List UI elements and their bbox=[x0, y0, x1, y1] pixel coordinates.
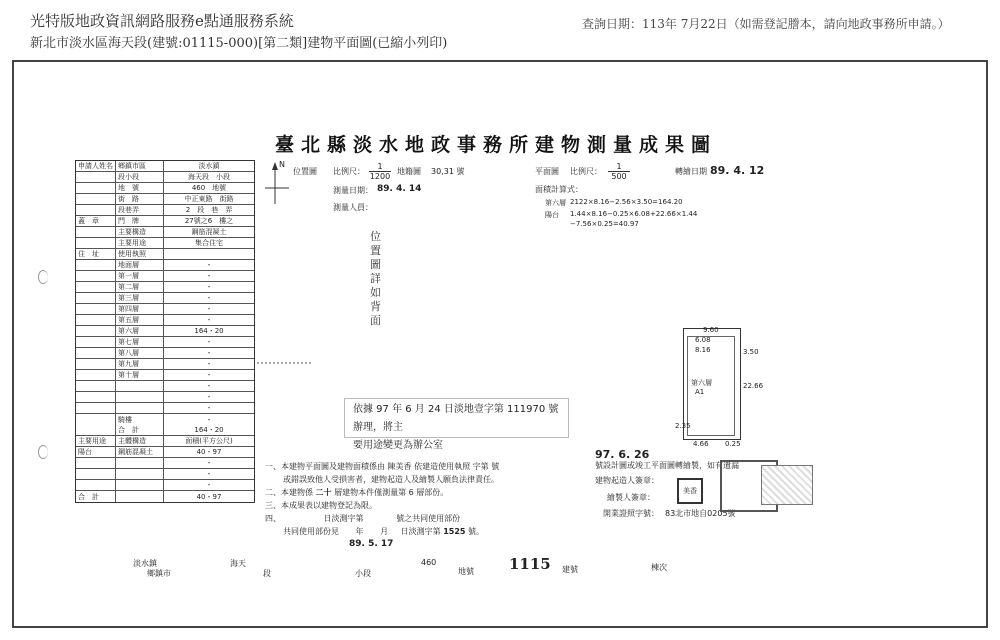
location-note: 位置圖詳如背面 bbox=[370, 230, 381, 327]
floor-row bbox=[76, 326, 254, 337]
form-row bbox=[76, 249, 254, 260]
use-label: 主要用途 bbox=[116, 238, 164, 248]
plan-scale-num: 1 bbox=[616, 162, 622, 171]
floor-name: 第三層 bbox=[116, 293, 164, 303]
floor-name: 地面層 bbox=[116, 260, 164, 270]
document-title: 臺北縣淡水地政事務所建物測量成果圖 bbox=[275, 134, 718, 156]
floor-name: 第五層 bbox=[116, 315, 164, 325]
leader-line bbox=[257, 358, 317, 368]
punch-hole-mark bbox=[38, 270, 48, 284]
footer-building-label: 建號 bbox=[562, 565, 578, 574]
document-subtitle: 新北市淡水區海天段(建號:01115-000)[第二類]建物平面圖(已縮小列印) bbox=[30, 36, 448, 51]
report-header bbox=[30, 11, 670, 53]
plan-dim-a: 6.08 bbox=[695, 336, 711, 344]
plan-unit-label: A1 bbox=[695, 388, 705, 396]
query-date: 查詢日期：113年 7月22日（如需登記謄本，請向地政事務所申請。） bbox=[582, 17, 950, 31]
note-line5c: 號之共同使用部份 bbox=[396, 514, 461, 523]
floor-name bbox=[116, 392, 164, 402]
plan-dim-d: 22.66 bbox=[743, 382, 764, 390]
footer-lot: 460 bbox=[421, 558, 437, 567]
official-seal-pattern bbox=[761, 465, 813, 505]
floor-name bbox=[116, 403, 164, 413]
floor-row bbox=[76, 260, 254, 271]
floor-plan-label: 平面圖 bbox=[535, 167, 559, 176]
punch-hole-mark bbox=[38, 445, 48, 459]
floor-area: ・ bbox=[205, 261, 213, 269]
note-line3c: 層建物本件僅測量第 bbox=[334, 488, 407, 497]
floor-row bbox=[76, 315, 254, 326]
floor-name: 第二層 bbox=[116, 282, 164, 292]
plan-dim-f: 0.25 bbox=[725, 440, 741, 448]
district-label: 鄉鎮市區 bbox=[116, 161, 164, 171]
floor-area: 164・20 bbox=[194, 327, 224, 335]
survey-date: 89. 4. 14 bbox=[377, 184, 422, 194]
lane-value: 2 段 巷 弄 bbox=[185, 206, 233, 214]
floor-area-rows bbox=[76, 260, 254, 425]
number-label: 門 牌 bbox=[116, 216, 164, 226]
license-value bbox=[164, 249, 254, 259]
revision-stamp bbox=[344, 398, 569, 451]
footer-section: 海天 bbox=[230, 559, 246, 568]
structure-label: 主要構造 bbox=[116, 227, 164, 237]
seal-label: 蓋 章 bbox=[76, 216, 116, 226]
street-label: 街 路 bbox=[116, 194, 164, 204]
footer-floor-label: 棟次 bbox=[651, 563, 667, 572]
section-label: 段小段 bbox=[116, 172, 164, 182]
application-form bbox=[75, 160, 255, 503]
plan-dim-e: 4.66 bbox=[693, 440, 709, 448]
attach-row: ・ bbox=[76, 469, 254, 480]
note-line5b: 日淡測字第 bbox=[323, 514, 364, 523]
plan-dim-top: 9.60 bbox=[703, 326, 719, 334]
location-map-label: 位置圖 bbox=[293, 167, 317, 176]
note-date-bottom: 89. 5. 17 bbox=[349, 539, 394, 549]
system-title: 光特版地政資訊網路服務e點通服務系統 bbox=[30, 12, 294, 30]
lot-value: 460 地號 bbox=[191, 184, 227, 192]
floor-area: ・ bbox=[205, 305, 213, 313]
footer-building-no: 1115 bbox=[509, 555, 551, 573]
attach-area: 40・97 bbox=[196, 448, 222, 456]
district-value: 淡水鎮 bbox=[198, 162, 220, 170]
floor-area: ・ bbox=[205, 415, 213, 424]
note-line6c: 月 bbox=[380, 527, 389, 536]
floor-name: 騎樓 bbox=[116, 414, 164, 425]
north-label: N bbox=[279, 160, 285, 169]
section-value: 海天段 小段 bbox=[188, 173, 230, 181]
floor-row bbox=[76, 271, 254, 282]
plan-scale-den: 500 bbox=[608, 171, 630, 181]
north-arrow-icon bbox=[263, 158, 293, 208]
lot-label: 地 號 bbox=[116, 183, 164, 193]
survey-document bbox=[75, 130, 800, 578]
calc-line1-label: 第六層 bbox=[545, 199, 566, 207]
form-total-row bbox=[76, 425, 254, 436]
location-scale-num: 1 bbox=[377, 162, 383, 171]
attach-header-struct: 主體構造 bbox=[116, 436, 164, 446]
calc-line2-label: 陽台 bbox=[545, 211, 559, 219]
floor-name bbox=[116, 381, 164, 391]
attach-header-row bbox=[76, 436, 254, 447]
floor-name: 第九層 bbox=[116, 359, 164, 369]
draw-date-label: 轉繪日期 bbox=[675, 167, 707, 176]
footer-lot-label: 地號 bbox=[458, 567, 474, 576]
floor-name: 第四層 bbox=[116, 304, 164, 314]
floor-name: 第七層 bbox=[116, 337, 164, 347]
surveyor-label: 測量人員： bbox=[333, 203, 373, 212]
drawer-seal: 美香 bbox=[677, 478, 703, 504]
calc-line1: 2122×8.16−2.56×3.50=164.20 bbox=[570, 198, 683, 206]
floor-row bbox=[76, 337, 254, 348]
note-line1d: 號 bbox=[491, 462, 500, 471]
note-line2: 或錯誤致他人受損害者，建物起造人及繪製人願負法律責任。 bbox=[283, 475, 499, 484]
floor-area: ・ bbox=[205, 283, 213, 291]
floor-name: 第八層 bbox=[116, 348, 164, 358]
survey-date-label: 測量日期： bbox=[333, 186, 373, 195]
floor-area: ・ bbox=[205, 393, 213, 401]
attach-row bbox=[76, 447, 254, 458]
note-line6d: 日淡測字第 bbox=[400, 527, 441, 536]
revision-line2: 要用途變更為辦公室 bbox=[353, 440, 443, 451]
license-label: 使用執照 bbox=[116, 249, 164, 259]
survey-notes bbox=[265, 460, 605, 551]
total-label: 合 計 bbox=[116, 425, 164, 435]
total-value: 164・20 bbox=[194, 426, 224, 434]
area-calc-label: 面積計算式： bbox=[535, 185, 583, 194]
floor-row bbox=[76, 282, 254, 293]
structure-value: 鋼筋混凝土 bbox=[191, 228, 227, 236]
note-line1b: 依建造使用執照 bbox=[414, 462, 471, 471]
form-row bbox=[76, 183, 254, 194]
attach-total-label: 合 計 bbox=[76, 491, 116, 502]
calc-line3: −7.56×0.25=40.97 bbox=[570, 220, 639, 228]
note-applicant: 陳美香 bbox=[387, 462, 412, 471]
floor-row bbox=[76, 304, 254, 315]
floor-area: ・ bbox=[205, 382, 213, 390]
floor-row bbox=[76, 293, 254, 304]
floor-row bbox=[76, 359, 254, 370]
certify-line1: 號設計圖或竣工平面圖轉繪製，如有遺漏 bbox=[595, 461, 739, 470]
note-line6f: 號。 bbox=[468, 527, 484, 536]
street-value: 中正東路 街路 bbox=[184, 195, 234, 203]
attach-struct: 鋼筋混凝土 bbox=[116, 447, 164, 457]
note-line4: 三、本成果表以建物登記為限。 bbox=[265, 501, 377, 510]
floor-name: 第一層 bbox=[116, 271, 164, 281]
floor-area: ・ bbox=[205, 349, 213, 357]
sheet-label: 地籍圖 bbox=[397, 167, 421, 176]
attach-row: ・ bbox=[76, 458, 254, 469]
footer-section-label: 段 bbox=[263, 569, 271, 578]
attach-header-use: 主要用途 bbox=[76, 436, 116, 446]
note-line6b: 年 bbox=[355, 527, 364, 536]
note-line3: 二、本建物係 bbox=[265, 488, 313, 497]
form-row bbox=[76, 205, 254, 216]
stamp-date: 97. 6. 26 bbox=[595, 448, 650, 461]
revision-line1: 依據 97 年 6 月 24 日淡地壹字第 111970 號辦理，將主 bbox=[353, 404, 559, 433]
attach-use: 陽台 bbox=[76, 447, 116, 457]
attach-total-value: 40・97 bbox=[196, 492, 222, 501]
form-row bbox=[76, 172, 254, 183]
floor-area: ・ bbox=[205, 294, 213, 302]
certify-license-no: 83北市地自0205號 bbox=[665, 509, 736, 518]
use-value: 集合住宅 bbox=[195, 239, 223, 247]
attach-total-row bbox=[76, 491, 254, 502]
floor-row bbox=[76, 348, 254, 359]
certify-drawer: 繪製人簽章： bbox=[607, 493, 655, 502]
draw-date: 89. 4. 12 bbox=[710, 164, 765, 177]
number-value: 27號之6 樓之 bbox=[184, 217, 234, 225]
attach-header-area: 面積(平方公尺) bbox=[185, 437, 233, 445]
plan-floor-label: 第六層 bbox=[691, 379, 712, 387]
plan-dim-b: 8.16 bbox=[695, 346, 711, 354]
floor-name: 第六層 bbox=[116, 326, 164, 336]
plan-dim-c: 3.50 bbox=[743, 348, 759, 356]
note-line3e: 層部份。 bbox=[416, 488, 449, 497]
note-line3d: 6 bbox=[408, 488, 414, 497]
floor-area: ・ bbox=[205, 272, 213, 280]
lane-label: 段巷弄 bbox=[116, 205, 164, 215]
form-row bbox=[76, 238, 254, 249]
note-line1c: 字第 bbox=[472, 462, 489, 471]
note-line6: 共同使用部份見 bbox=[283, 527, 339, 536]
location-scale-den: 1200 bbox=[369, 172, 391, 181]
footer-subsection-label: 小段 bbox=[355, 569, 371, 578]
form-row bbox=[76, 227, 254, 238]
footer-district: 淡水鎮 bbox=[133, 559, 157, 568]
footer-district-label: 鄉鎮市 bbox=[147, 569, 171, 578]
certify-builder: 建物起造人簽章： bbox=[595, 476, 659, 485]
plan-dim-g: 2.35 bbox=[675, 422, 691, 430]
attach-row: ・ bbox=[76, 480, 254, 491]
note-line5: 四、 bbox=[265, 514, 281, 523]
applicant-label: 申請人姓名 bbox=[76, 161, 116, 171]
address-label: 住 址 bbox=[76, 249, 116, 259]
floor-row bbox=[76, 370, 254, 381]
form-row bbox=[76, 194, 254, 205]
floor-area: ・ bbox=[205, 360, 213, 368]
sheet-no: 30,31 號 bbox=[431, 167, 465, 176]
note-line6e: 1525 bbox=[443, 527, 466, 536]
floor-area: ・ bbox=[205, 404, 213, 412]
floor-row bbox=[76, 414, 254, 425]
floor-name: 第十層 bbox=[116, 370, 164, 380]
floor-area: ・ bbox=[205, 371, 213, 379]
floor-row bbox=[76, 381, 254, 392]
floor-area: ・ bbox=[205, 338, 213, 346]
certify-license-label: 開業證照字號： bbox=[603, 509, 659, 518]
note-line1: 一、本建物平面圖及建物面積係由 bbox=[265, 462, 385, 471]
floor-row bbox=[76, 403, 254, 414]
calc-line2: 1.44×8.16−0.25×6.08+22.66×1.44 bbox=[570, 210, 698, 218]
note-line3b: 二十 bbox=[315, 488, 332, 497]
form-row bbox=[76, 161, 254, 172]
location-scale-label: 比例尺： bbox=[333, 167, 365, 176]
plan-scale-label: 比例尺： bbox=[570, 167, 602, 176]
form-row bbox=[76, 216, 254, 227]
floor-area: ・ bbox=[205, 316, 213, 324]
floor-row bbox=[76, 392, 254, 403]
